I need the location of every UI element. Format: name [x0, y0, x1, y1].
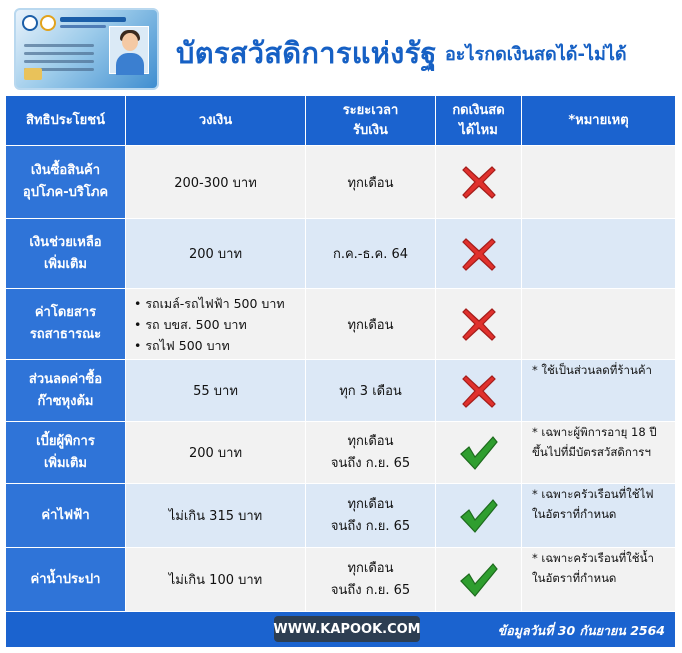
col-header-amount: วงเงิน [126, 96, 306, 146]
note-cell [522, 289, 675, 360]
cash-cell [436, 289, 522, 360]
table-row [6, 219, 675, 289]
amount-cell: ไม่เกิน 315 บาท [126, 484, 306, 548]
red-x-icon [458, 233, 500, 275]
note-cell: * ใช้เป็นส่วนลดที่ร้านค้า [522, 360, 675, 422]
cash-cell [436, 146, 522, 219]
card-seal-icon [22, 15, 38, 31]
footer-bar [6, 612, 675, 647]
amount-cell [126, 289, 306, 360]
benefit-cell: เงินช่วยเหลือ เพิ่มเติม [6, 219, 126, 289]
benefits-table [6, 96, 675, 612]
red-x-icon [458, 303, 500, 345]
red-x-icon [458, 161, 500, 203]
period-cell: ทุกเดือน [306, 289, 436, 360]
note-cell: * เฉพาะครัวเรือนที่ใช้น้ำ ในอัตราที่กำหนด [522, 548, 675, 612]
amount-cell: 200 บาท [126, 219, 306, 289]
card-header-strip [60, 17, 126, 22]
amount-cell: 200-300 บาท [126, 146, 306, 219]
note-cell: * เฉพาะผู้พิการอายุ 18 ปี ขึ้นไปที่มีบัตรสวัสดิการฯ [522, 422, 675, 484]
period-cell: ทุกเดือน [306, 146, 436, 219]
card-portrait [109, 26, 149, 74]
amount-cell: ไม่เกิน 100 บาท [126, 548, 306, 612]
card-emblem-icon [40, 15, 56, 31]
benefit-cell: ค่าน้ำประปา [6, 548, 126, 612]
period-cell: ก.ค.-ธ.ค. 64 [306, 219, 436, 289]
amount-bullet: • รถ บขส. 500 บาท [134, 316, 247, 332]
page-subtitle: อะไรกดเงินสดได้-ไม่ได้ [445, 44, 627, 65]
green-check-icon [458, 432, 500, 474]
card-chip-icon [24, 68, 42, 80]
data-date: ข้อมูลวันที่ 30 กันยายน 2564 [497, 623, 665, 638]
table-row [6, 548, 675, 612]
page-title: บัตรสวัสดิการแห่งรัฐ [176, 36, 437, 70]
col-header-cash: กดเงินสด ได้ไหม [436, 96, 522, 146]
table-row [6, 360, 675, 422]
source-url-link[interactable]: WWW.KAPOOK.COM [274, 616, 420, 642]
benefit-cell: เบี้ยผู้พิการ เพิ่มเติม [6, 422, 126, 484]
table-row [6, 484, 675, 548]
amount-cell: 55 บาท [126, 360, 306, 422]
benefit-cell: ค่าโดยสาร รถสาธารณะ [6, 289, 126, 360]
table-row [6, 289, 675, 360]
benefit-cell: ส่วนลดค่าซื้อ ก๊าซหุงต้ม [6, 360, 126, 422]
table-row [6, 146, 675, 219]
benefit-cell: ค่าไฟฟ้า [6, 484, 126, 548]
period-cell: ทุกเดือน จนถึง ก.ย. 65 [306, 422, 436, 484]
table-header-row [6, 96, 675, 146]
period-cell: ทุก 3 เดือน [306, 360, 436, 422]
benefit-cell: เงินซื้อสินค้า อุปโภค-บริโภค [6, 146, 126, 219]
welfare-card-image [14, 8, 159, 90]
note-cell: * เฉพาะครัวเรือนที่ใช้ไฟ ในอัตราที่กำหนด [522, 484, 675, 548]
amount-bullet: • รถไฟ 500 บาท [134, 337, 230, 353]
amount-cell: 200 บาท [126, 422, 306, 484]
note-cell [522, 219, 675, 289]
cash-cell [436, 422, 522, 484]
card-header-strip-2 [60, 25, 106, 28]
period-cell: ทุกเดือน จนถึง ก.ย. 65 [306, 484, 436, 548]
note-cell [522, 146, 675, 219]
green-check-icon [458, 559, 500, 601]
col-header-note: *หมายเหตุ [522, 96, 675, 146]
col-header-period: ระยะเวลา รับเงิน [306, 96, 436, 146]
cash-cell [436, 360, 522, 422]
green-check-icon [458, 495, 500, 537]
amount-bullet: • รถเมล์-รถไฟฟ้า 500 บาท [134, 295, 285, 311]
cash-cell [436, 484, 522, 548]
table-row [6, 422, 675, 484]
cash-cell [436, 219, 522, 289]
red-x-icon [458, 370, 500, 412]
cash-cell [436, 548, 522, 612]
period-cell: ทุกเดือน จนถึง ก.ย. 65 [306, 548, 436, 612]
col-header-benefit: สิทธิประโยชน์ [6, 96, 126, 146]
